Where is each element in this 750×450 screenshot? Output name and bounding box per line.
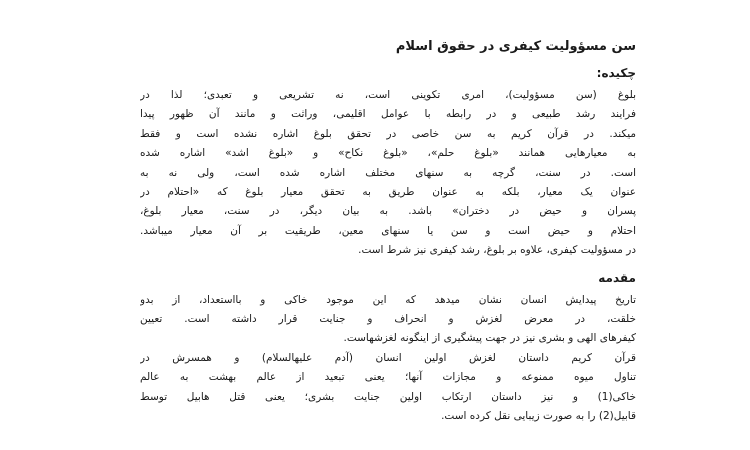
introduction-line: خلقت، در معرض لغزش و انحراف و جنایت قرار داشته است. تعیین bbox=[140, 313, 636, 326]
abstract-line: بلوغ (سن مسؤولیت)، امری تکوینی است، نه تشریعی و تعبدی؛ لذا در bbox=[140, 89, 636, 101]
introduction-line: قابیل(2) را به صورت زیبایی نقل کرده است. bbox=[441, 410, 636, 423]
introduction-line: کیفرهای الهی و بشری نیز در جهت پیشگیری از اینگونه لغزشهاست. bbox=[343, 332, 636, 345]
abstract-paragraph bbox=[140, 86, 636, 261]
introduction-line: خاکی(1) و نیز داستان ارتکاب اولین جنایت بشری؛ یعنی قتل هابیل توسط bbox=[140, 390, 636, 403]
abstract-line: به معیارهایی همانند «بلوغ حلم»، «بلوغ نکاح» و «بلوغ اشد» اشاره شده bbox=[140, 147, 636, 160]
abstract-line: در مسؤولیت کیفری، علاوه بر بلوغ، رشد کیفری نیز شرط است. bbox=[358, 244, 636, 257]
abstract-line: میکند. در قرآن کریم به سن خاصی در تحقق بلوغ اشاره نشده است و فقط bbox=[140, 127, 636, 140]
document-content bbox=[140, 36, 636, 427]
introduction-line: تاریخ پیدایش انسان نشان میدهد که این موجود خاکی و بااستعداد، از بدو bbox=[140, 293, 636, 306]
abstract-line: احتلام و حیض است و سن یا سنهای معین، طریقیت بر آن معیار میباشد. bbox=[140, 224, 636, 237]
introduction-line: قرآن کریم داستان لغزش اولین انسان (آدم علیهالسلام) و همسرش در bbox=[140, 351, 636, 364]
abstract-heading: چکیده: bbox=[596, 66, 636, 80]
abstract-line: عنوان یک معیار، بلکه به عنوان طریق به تحقق معیار بلوغ که «احتلام در bbox=[140, 186, 636, 199]
abstract-line: است. در سنت، گرچه به سنهای مختلف اشاره شده است، ولی نه به bbox=[140, 166, 636, 179]
abstract-line: پسران و حیض در دختران» باشد. به بیان دیگر، در سنت، معیار بلوغ، bbox=[140, 205, 636, 218]
introduction-line: تناول میوه ممنوعه و مجازات آنها؛ یعنی تبعید از عالم بهشت به عالم bbox=[140, 371, 636, 384]
abstract-line: فرایند رشد طبیعی و در رابطه با عوامل اقلیمی، وراثت و مانند آن ظهور پیدا bbox=[140, 108, 636, 121]
introduction-heading: مقدمه bbox=[598, 270, 636, 285]
introduction-paragraph bbox=[140, 291, 636, 427]
page-title: سن مسؤولیت کیفری در حقوق اسلام bbox=[395, 39, 636, 54]
